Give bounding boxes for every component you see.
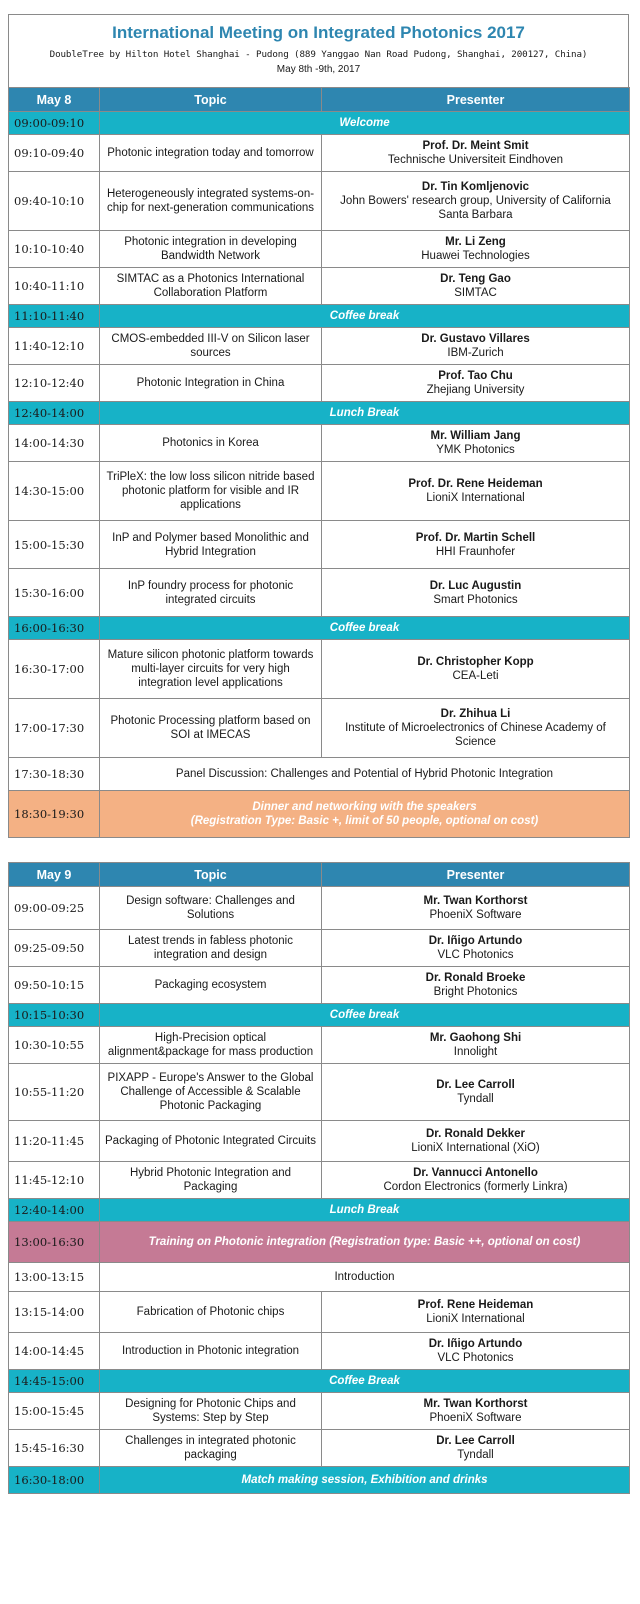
session-row	[9, 172, 630, 231]
event-dates: May 8th -9th, 2017	[276, 64, 361, 75]
time-slot: 14:45-15:00	[9, 1370, 100, 1393]
schedule-table-may-8	[8, 87, 630, 838]
time-slot: 09:00-09:25	[9, 887, 100, 930]
presenter-cell	[322, 1064, 630, 1121]
presenter-cell	[322, 1162, 630, 1199]
dinner-label-cell	[100, 791, 630, 838]
session-topic: Design software: Challenges and Solutions	[100, 887, 322, 930]
presenter-affiliation: IBM-Zurich	[447, 347, 504, 359]
presenter-name: Prof. Dr. Martin Schell	[415, 531, 536, 544]
presenter-cell	[322, 887, 630, 930]
session-topic: InP and Polymer based Monolithic and Hybrid Integration	[100, 521, 322, 569]
break-label-cell	[100, 617, 630, 640]
presenter-affiliation: LioniX International (XiO)	[411, 1142, 540, 1154]
break-label-cell	[100, 305, 630, 328]
table-header-row	[9, 88, 630, 112]
presenter-affiliation: Tyndall	[457, 1449, 494, 1461]
span-label: Panel Discussion: Challenges and Potential of Hybrid Photonic Integration	[175, 768, 554, 780]
session-topic: Photonic Integration in China	[100, 365, 322, 402]
presenter-name: Dr. Luc Augustin	[429, 579, 522, 592]
presenter-cell	[322, 967, 630, 1004]
session-row	[9, 135, 630, 172]
presenter-column-header: Presenter	[322, 88, 630, 112]
session-row	[9, 1064, 630, 1121]
presenter-name: Dr. Lee Carroll	[436, 1435, 515, 1447]
presenter-name: Dr. Iñigo Artundo	[428, 935, 523, 947]
presenter-name: Dr. Vannucci Antonello	[413, 1167, 538, 1179]
time-slot: 12:40-14:00	[9, 1199, 100, 1222]
break-label: Lunch Break	[329, 1204, 400, 1216]
break-row	[9, 305, 630, 328]
presenter-affiliation: Smart Photonics	[433, 593, 518, 606]
training-label: Training on Photonic integration (Registration type: Basic ++, optional on cost)	[148, 1236, 581, 1248]
session-topic: Fabrication of Photonic chips	[100, 1292, 322, 1333]
presenter-affiliation: LioniX International	[426, 1313, 525, 1325]
presenter-name: Dr. Lee Carroll	[436, 1079, 515, 1091]
topic-column-header: Topic	[100, 88, 322, 112]
session-topic: Designing for Photonic Chips and Systems: Step by Step	[100, 1393, 322, 1430]
session-row	[9, 521, 630, 569]
break-label-cell	[100, 402, 630, 425]
time-slot: 13:00-13:15	[9, 1263, 100, 1292]
session-row	[9, 1121, 630, 1162]
presenter-affiliation: Tyndall	[457, 1093, 494, 1105]
session-row	[9, 1162, 630, 1199]
span-label: Introduction	[334, 1271, 395, 1283]
time-slot: 13:15-14:00	[9, 1292, 100, 1333]
presenter-affiliation: Technische Universiteit Eindhoven	[387, 154, 564, 166]
session-row	[9, 1027, 630, 1064]
presenter-cell	[322, 1121, 630, 1162]
break-row	[9, 617, 630, 640]
presenter-affiliation: VLC Photonics	[437, 1352, 514, 1364]
session-topic: Photonics in Korea	[100, 425, 322, 462]
time-slot: 16:30-18:00	[9, 1467, 100, 1494]
presenter-cell	[322, 1027, 630, 1064]
presenter-name: Prof. Dr. Meint Smit	[422, 140, 529, 152]
dinner-note: (Registration Type: Basic +, limit of 50 people, optional on cost)	[190, 815, 539, 827]
session-topic: Hybrid Photonic Integration and Packaging	[100, 1162, 322, 1199]
session-topic: Latest trends in fabless photonic integration and design	[100, 930, 322, 967]
session-row	[9, 1333, 630, 1370]
presenter-name: Mr. Li Zeng	[445, 236, 506, 248]
presenter-name: Dr. Iñigo Artundo	[428, 1338, 523, 1350]
presenter-affiliation: SIMTAC	[454, 287, 497, 299]
time-slot: 17:00-17:30	[9, 699, 100, 758]
time-slot: 11:10-11:40	[9, 305, 100, 328]
session-row	[9, 1393, 630, 1430]
dinner-label: Dinner and networking with the speakers	[252, 801, 477, 813]
time-slot: 11:40-12:10	[9, 328, 100, 365]
presenter-affiliation: Cordon Electronics (formerly Linkra)	[383, 1181, 568, 1193]
presenter-name: Mr. William Jang	[430, 430, 521, 442]
training-row	[9, 1222, 630, 1263]
presenter-cell	[322, 640, 630, 699]
presenter-affiliation: PhoeniX Software	[429, 1412, 522, 1424]
presenter-name: Dr. Tin Komljenovic	[421, 181, 530, 193]
presenter-affiliation: LioniX International	[426, 492, 525, 504]
presenter-name: Mr. Gaohong Shi	[429, 1032, 522, 1044]
time-slot: 10:15-10:30	[9, 1004, 100, 1027]
session-row	[9, 640, 630, 699]
presenter-affiliation: Huawei Technologies	[421, 250, 530, 262]
presenter-cell	[322, 699, 630, 758]
presenter-affiliation: VLC Photonics	[437, 949, 514, 961]
presenter-name: Dr. Zhihua Li	[440, 708, 511, 720]
break-label: Coffee break	[329, 1009, 400, 1021]
session-row	[9, 268, 630, 305]
break-label-cell	[100, 1370, 630, 1393]
time-slot: 12:40-14:00	[9, 402, 100, 425]
title-block	[8, 14, 629, 87]
presenter-name: Dr. Christopher Kopp	[417, 656, 534, 668]
presenter-cell	[322, 930, 630, 967]
break-row	[9, 402, 630, 425]
schedule-table-may-9	[8, 862, 630, 1494]
session-topic: Packaging ecosystem	[100, 967, 322, 1004]
break-label-cell	[100, 1004, 630, 1027]
break-label: Lunch Break	[329, 407, 400, 419]
presenter-affiliation: Bright Photonics	[433, 986, 518, 998]
break-row	[9, 1199, 630, 1222]
session-row	[9, 887, 630, 930]
break-label: Coffee break	[329, 310, 400, 322]
time-slot: 15:30-16:00	[9, 569, 100, 617]
time-slot: 10:55-11:20	[9, 1064, 100, 1121]
presenter-name: Dr. Ronald Dekker	[425, 1128, 526, 1140]
time-slot: 17:30-18:30	[9, 758, 100, 791]
presenter-cell	[322, 569, 630, 617]
time-slot: 10:40-11:10	[9, 268, 100, 305]
session-topic: Challenges in integrated photonic packaging	[100, 1430, 322, 1467]
session-row	[9, 462, 630, 521]
session-row	[9, 1292, 630, 1333]
break-label: Coffee Break	[329, 1375, 400, 1387]
session-topic: Mature silicon photonic platform towards multi-layer circuits for very high integration level applications	[100, 640, 322, 699]
presenter-affiliation: John Bowers' research group, University of California Santa Barbara	[340, 195, 611, 221]
presenter-name: Prof. Rene Heideman	[417, 1299, 534, 1311]
time-slot: 11:45-12:10	[9, 1162, 100, 1199]
session-topic: TriPleX: the low loss silicon nitride based photonic platform for visible and IR applications	[100, 462, 322, 521]
day-label: May 9	[9, 863, 100, 887]
presenter-affiliation: YMK Photonics	[436, 444, 515, 456]
session-topic: Photonic integration today and tomorrow	[100, 135, 322, 172]
session-row	[9, 365, 630, 402]
presenter-cell	[322, 1292, 630, 1333]
presenter-name: Mr. Twan Korthorst	[423, 895, 528, 907]
span-row	[9, 1263, 630, 1292]
break-row	[9, 1004, 630, 1027]
break-label: Coffee break	[329, 622, 400, 634]
presenter-affiliation: HHI Fraunhofer	[435, 545, 516, 558]
session-row	[9, 425, 630, 462]
session-row	[9, 569, 630, 617]
topic-column-header: Topic	[100, 863, 322, 887]
time-slot: 16:30-17:00	[9, 640, 100, 699]
time-slot: 15:00-15:45	[9, 1393, 100, 1430]
time-slot: 11:20-11:45	[9, 1121, 100, 1162]
session-topic: Packaging of Photonic Integrated Circuits	[100, 1121, 322, 1162]
presenter-cell	[322, 425, 630, 462]
venue-address: DoubleTree by Hilton Hotel Shanghai - Pudong (889 Yanggao Nan Road Pudong, Shanghai, 200127, China)	[49, 49, 588, 60]
time-slot: 09:25-09:50	[9, 930, 100, 967]
presenter-cell	[322, 268, 630, 305]
break-label-cell	[100, 112, 630, 135]
presenter-name: Dr. Gustavo Villares	[421, 333, 530, 345]
presenter-name: Mr. Twan Korthorst	[423, 1398, 528, 1410]
session-topic: High-Precision optical alignment&package for mass production	[100, 1027, 322, 1064]
session-topic: Photonic Processing platform based on SOI at IMECAS	[100, 699, 322, 758]
presenter-cell	[322, 365, 630, 402]
presenter-affiliation: Zhejiang University	[426, 384, 525, 396]
time-slot: 10:10-10:40	[9, 231, 100, 268]
time-slot: 18:30-19:30	[9, 791, 100, 838]
presenter-name: Dr. Teng Gao	[440, 273, 511, 285]
time-slot: 14:00-14:45	[9, 1333, 100, 1370]
presenter-affiliation: PhoeniX Software	[429, 909, 522, 921]
break-row	[9, 1467, 630, 1494]
time-slot: 15:45-16:30	[9, 1430, 100, 1467]
time-slot: 16:00-16:30	[9, 617, 100, 640]
break-label: Match making session, Exhibition and drinks	[241, 1474, 488, 1486]
presenter-column-header: Presenter	[322, 863, 630, 887]
time-slot: 09:10-09:40	[9, 135, 100, 172]
presenter-cell	[322, 521, 630, 569]
time-slot: 14:00-14:30	[9, 425, 100, 462]
break-row	[9, 112, 630, 135]
session-topic: InP foundry process for photonic integrated circuits	[100, 569, 322, 617]
time-slot: 09:50-10:15	[9, 967, 100, 1004]
presenter-affiliation: CEA-Leti	[452, 670, 499, 682]
session-row	[9, 231, 630, 268]
time-slot: 12:10-12:40	[9, 365, 100, 402]
span-row	[9, 758, 630, 791]
time-slot: 09:00-09:10	[9, 112, 100, 135]
session-topic: CMOS-embedded III-V on Silicon laser sources	[100, 328, 322, 365]
presenter-cell	[322, 135, 630, 172]
presenter-affiliation: Institute of Microelectronics of Chinese Academy of Science	[345, 722, 606, 748]
span-label-cell	[100, 1263, 630, 1292]
session-row	[9, 328, 630, 365]
presenter-cell	[322, 1333, 630, 1370]
presenter-cell	[322, 328, 630, 365]
presenter-cell	[322, 231, 630, 268]
presenter-cell	[322, 462, 630, 521]
presenter-affiliation: Innolight	[453, 1046, 498, 1058]
page-title: International Meeting on Integrated Photonics 2017	[112, 23, 525, 42]
session-topic: SIMTAC as a Photonics International Collaboration Platform	[100, 268, 322, 305]
presenter-name: Dr. Ronald Broeke	[425, 972, 526, 984]
presenter-cell	[322, 1430, 630, 1467]
time-slot: 13:00-16:30	[9, 1222, 100, 1263]
presenter-name: Prof. Tao Chu	[438, 370, 513, 382]
dinner-row	[9, 791, 630, 838]
time-slot: 10:30-10:55	[9, 1027, 100, 1064]
training-label-cell	[100, 1222, 630, 1263]
session-topic: PIXAPP - Europe's Answer to the Global Challenge of Accessible & Scalable Photonic Packaging	[100, 1064, 322, 1121]
session-row	[9, 699, 630, 758]
break-label-cell	[100, 1467, 630, 1494]
day-label: May 8	[9, 88, 100, 112]
table-header-row	[9, 863, 630, 887]
session-row	[9, 1430, 630, 1467]
session-topic: Heterogeneously integrated systems-on-chip for next-generation communications	[100, 172, 322, 231]
session-row	[9, 930, 630, 967]
break-row	[9, 1370, 630, 1393]
presenter-cell	[322, 172, 630, 231]
session-row	[9, 967, 630, 1004]
time-slot: 14:30-15:00	[9, 462, 100, 521]
time-slot: 15:00-15:30	[9, 521, 100, 569]
presenter-name: Prof. Dr. Rene Heideman	[408, 478, 543, 490]
presenter-cell	[322, 1393, 630, 1430]
break-label-cell	[100, 1199, 630, 1222]
session-topic: Introduction in Photonic integration	[100, 1333, 322, 1370]
span-label-cell	[100, 758, 630, 791]
time-slot: 09:40-10:10	[9, 172, 100, 231]
session-topic: Photonic integration in developing Bandwidth Network	[100, 231, 322, 268]
break-label: Welcome	[339, 117, 390, 129]
